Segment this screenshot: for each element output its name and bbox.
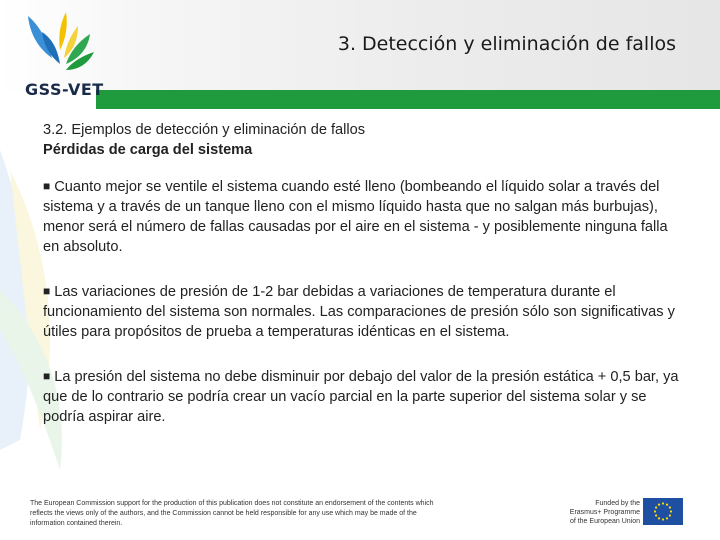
bullet-square-icon: ■: [43, 369, 51, 383]
subtitle: 3.2. Ejemplos de detección y eliminación de fallos: [43, 122, 366, 138]
bullet-square-icon: ■: [43, 284, 51, 298]
eu-flag-icon: [643, 498, 683, 525]
funded-line: Erasmus+ Programme: [569, 509, 640, 516]
funded-by-text: [556, 499, 640, 526]
logo-text: GSS-VET: [25, 80, 104, 99]
bullet-item: [43, 366, 683, 427]
bullet-square-icon: ■: [43, 179, 51, 193]
bullet-text: Cuanto mejor se ventile el sistema cuando esté lleno (bombeando el líquido solar a través del sistema y a través de un tanque lleno con el mismo líquido hasta que no salgan más burbujas), menor será el número de fallas causadas por el aire en el sistema - y posiblemente ninguna falla en absoluto.: [43, 179, 668, 255]
eu-disclaimer: The European Commission support for the production of this publication does not constitute an endorsement of the contents which reflects the views only of the authors, and the Commission cannot be held responsible for any use which may be made of the information contained therein.: [30, 500, 434, 527]
bullet-text: La presión del sistema no debe disminuir por debajo del valor de la presión estática + 0,5 bar, ya que de lo contrario se podría crear un vacío parcial en la parte superior del sistema solar y se podría aspirar aire.: [43, 369, 679, 425]
section-title: Pérdidas de carga del sistema: [43, 142, 253, 158]
funded-line: Funded by the: [595, 500, 640, 507]
header-accent-bar: [96, 90, 720, 109]
slide-title: 3. Detección y eliminación de fallos: [337, 33, 676, 55]
bullet-item: [43, 176, 683, 257]
bullet-text: Las variaciones de presión de 1-2 bar debidas a variaciones de temperatura durante el funcionamiento del sistema son normales. Las comparaciones de presión sólo son significativas y útiles para propósitos de prueba a temperaturas idénticas en el sistema.: [43, 284, 675, 340]
funded-line: of the European Union: [569, 518, 640, 525]
main-content: [43, 120, 683, 451]
bullet-item: [43, 281, 683, 342]
